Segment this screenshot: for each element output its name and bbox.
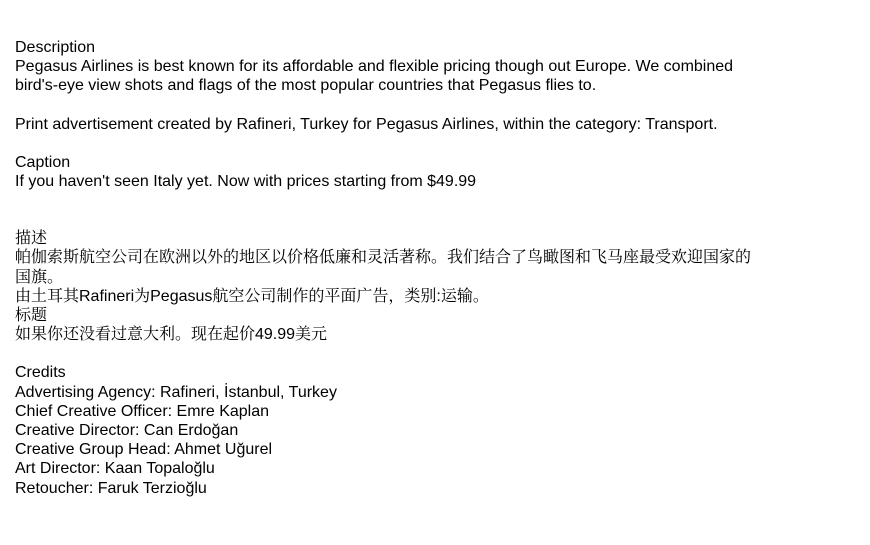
caption-text-line: If you haven't seen Italy yet. Now with prices starting from $49.99: [15, 173, 477, 191]
description-section: [15, 38, 855, 96]
print-ad-info-line: Print advertisement created by Rafineri, Turkey for Pegasus Airlines, within the category: Transport.: [15, 115, 718, 133]
credits-section: [15, 363, 855, 497]
chinese-description-heading: 描述: [15, 230, 48, 248]
caption-section: [15, 153, 855, 191]
credit-line-advertising-agency: Advertising Agency: Rafineri, İstanbul, Turkey: [15, 383, 337, 401]
credit-line-art-director: Art Director: Kaan Topaloğlu: [15, 460, 215, 478]
chinese-caption-heading: 标题: [15, 307, 48, 325]
credit-line-chief-creative-officer: Chief Creative Officer: Emre Kaplan: [15, 402, 270, 420]
credit-line-creative-director: Creative Director: Can Erdoğan: [15, 422, 239, 440]
chinese-translation-section: [15, 229, 855, 344]
description-heading: Description: [15, 39, 96, 56]
chinese-print-ad-info-line: 由土耳其Rafineri为Pegasus航空公司制作的平面广告，类别:运输。: [15, 287, 489, 305]
description-text-line: Pegasus Airlines is best known for its affordable and flexible pricing though out Europe. We combined: [15, 58, 734, 76]
print-ad-info-section: [15, 115, 855, 134]
credit-line-retoucher: Retoucher: Faruk Terzioğlu: [15, 479, 207, 497]
credit-line-creative-group-head: Creative Group Head: Ahmet Uğurel: [15, 441, 273, 459]
description-text-line: bird's-eye view shots and flags of the most popular countries that Pegasus flies to.: [15, 77, 597, 95]
caption-heading: Caption: [15, 153, 71, 171]
chinese-caption-text-line: 如果你还没看过意大利。现在起价49.99美元: [15, 326, 328, 344]
credits-heading: Credits: [15, 364, 66, 382]
chinese-description-text-line: 帕伽索斯航空公司在欧洲以外的地区以价格低廉和灵活著称。我们结合了鸟瞰图和飞马座最受欢迎国家的: [15, 249, 752, 267]
chinese-description-text-line: 国旗。: [15, 268, 64, 286]
